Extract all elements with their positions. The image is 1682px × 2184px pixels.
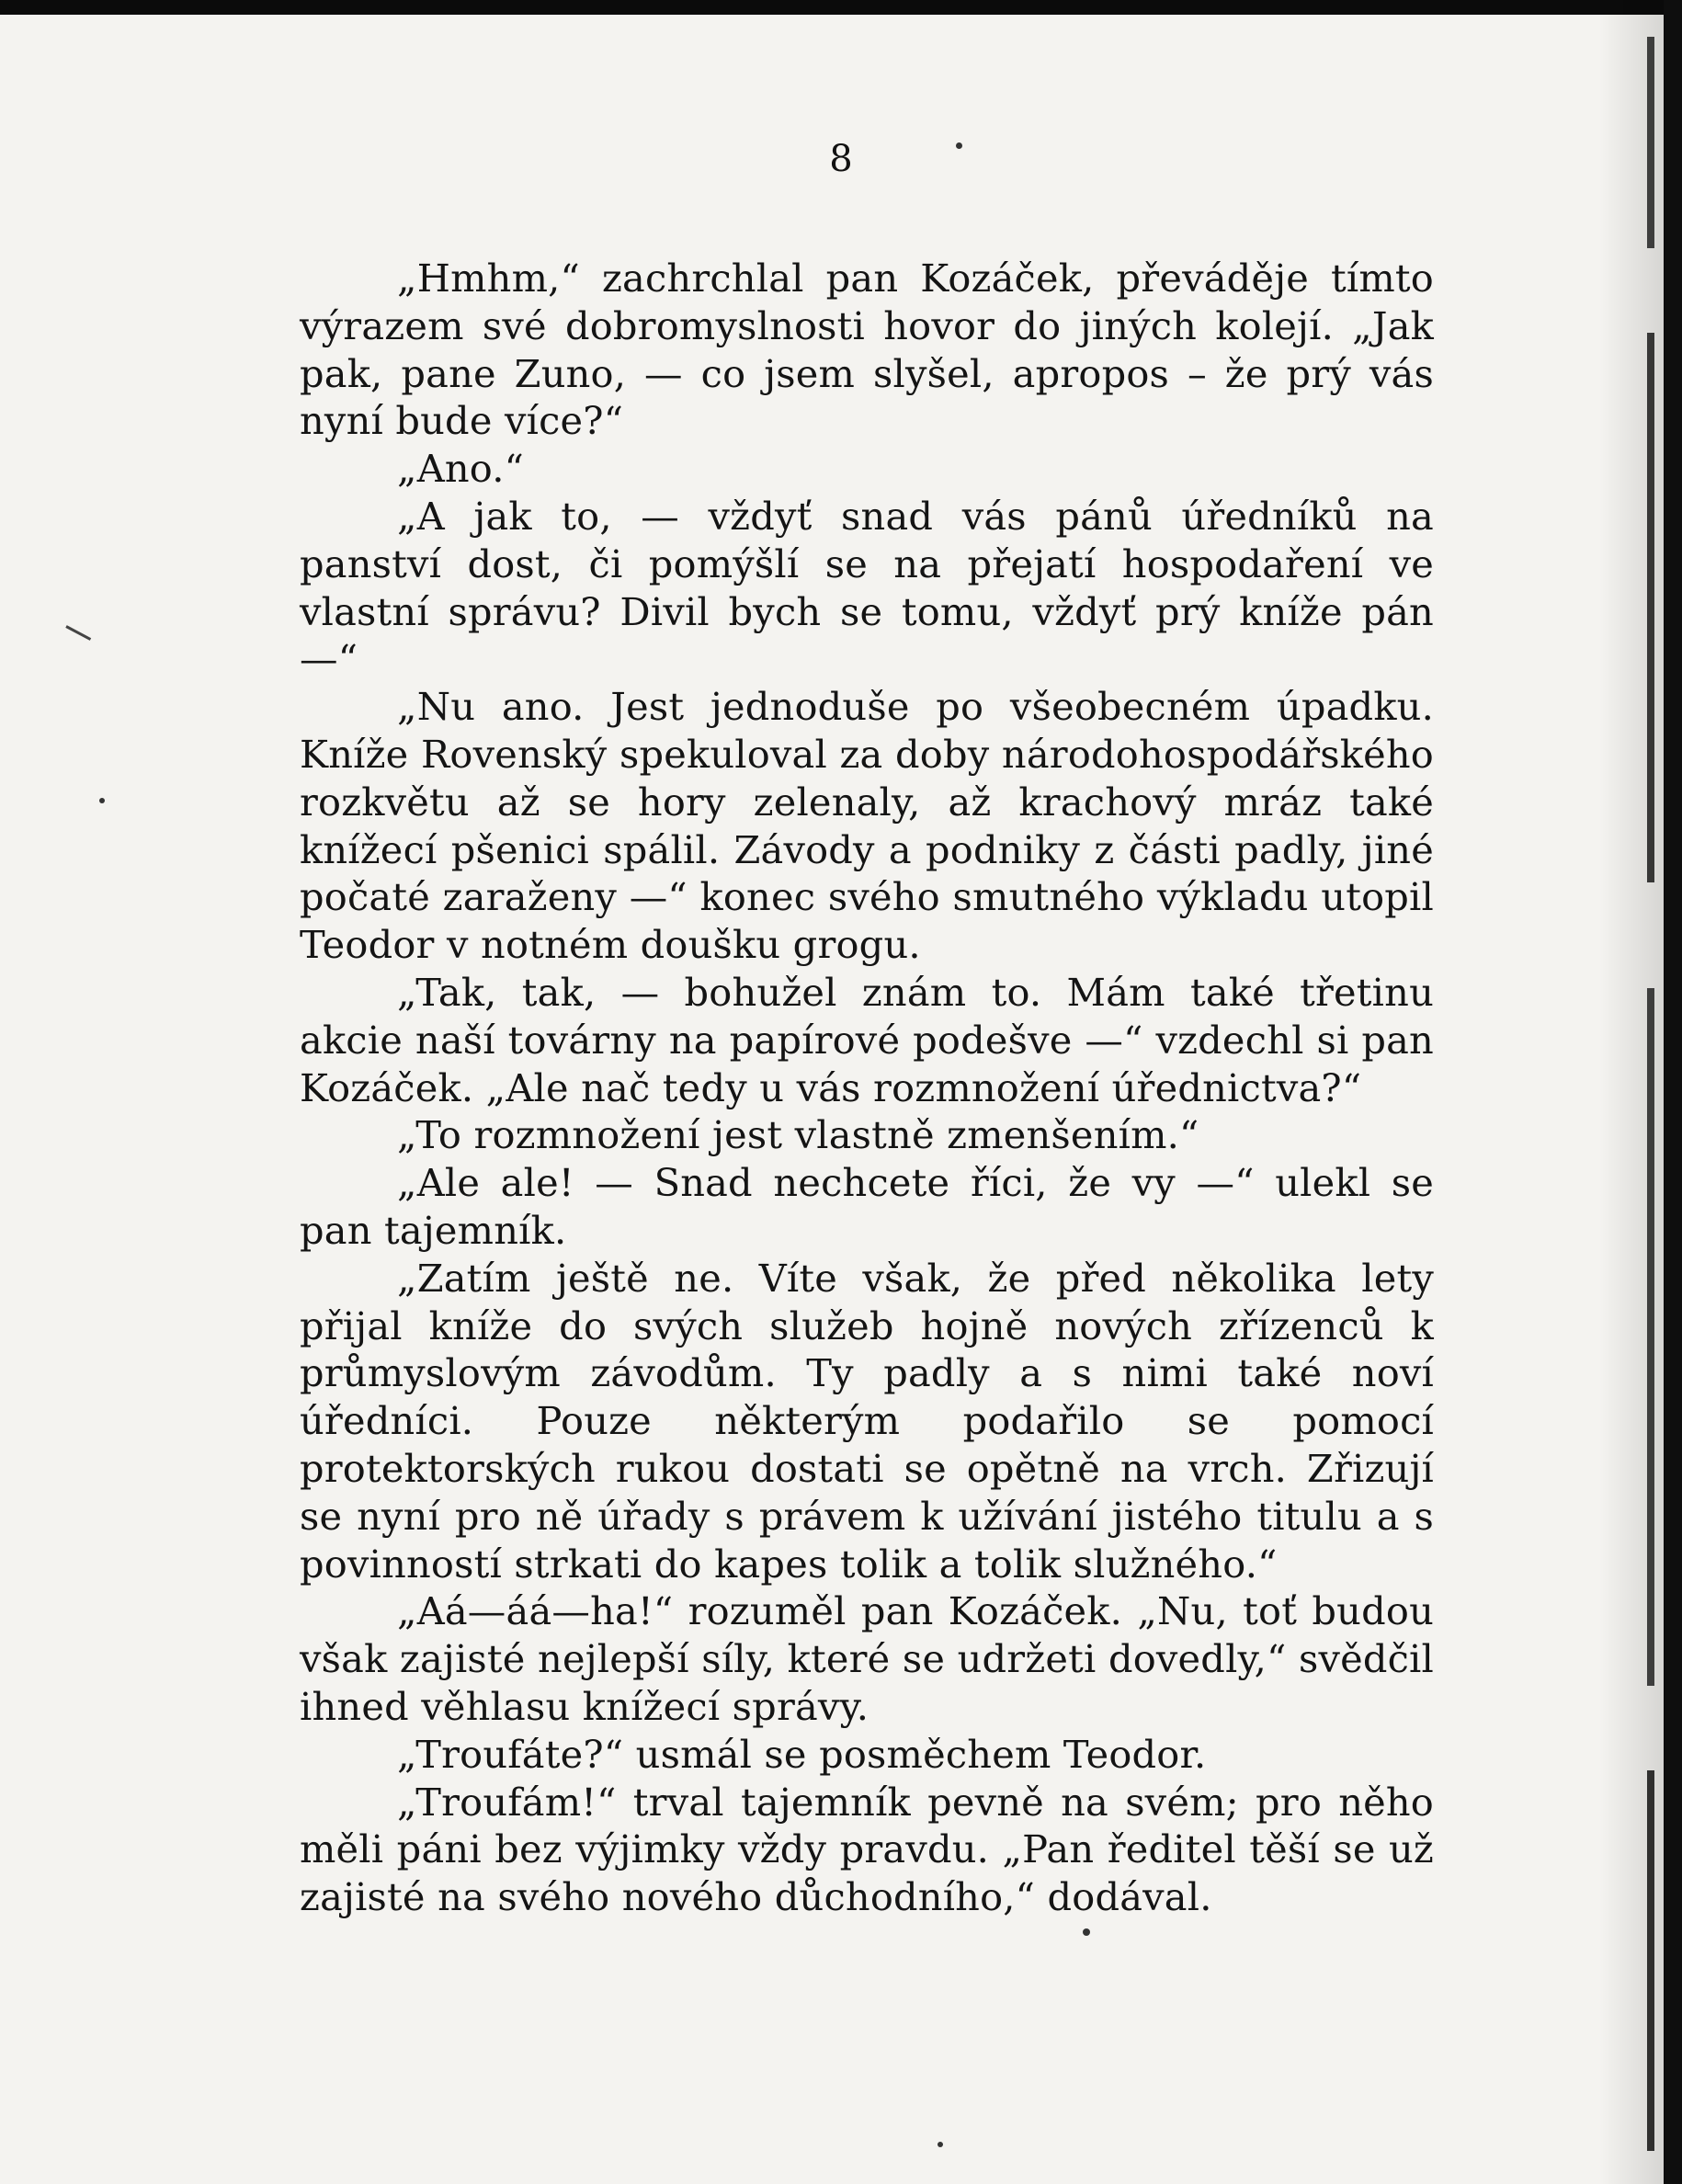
paragraph: „Zatím ještě ne. Víte však, že před několika lety přijal kníže do svých služeb hojně nových zřízenců k průmyslovým závodům. Ty padly a s nimi také noví úředníci. Pouze některým podařilo se pomocí protektorských rukou dostati se opětně na vrch. Zřizují se nyní pro ně úřady s právem k užívání jistého titulu a s povinností strkati do kapes tolik a tolik služného.“ xyxy=(300,1255,1434,1587)
page-number: 8 xyxy=(829,138,853,180)
paragraph: „A jak to, — vždyť snad vás pánů úředníků na panství dost, či pomýšlí se na přejatí hospodaření ve vlastní správu? Divil bych se tomu, vždyť prý kníže pán —“ xyxy=(300,493,1434,682)
scan-right-border xyxy=(1664,0,1682,2184)
paragraph: „Nu ano. Jest jednoduše po všeobecném úpadku. Kníže Rovenský spekuloval za doby národohospodářského rozkvětu až se hory zelenaly, až krachový mráz také knížecí pšenici spálil. Závody a podniky z části padly, jiné počaté zaraženy —“ konec svého smutného výkladu utopil Teodor v notném doušku grogu. xyxy=(300,684,1434,968)
dust-speck xyxy=(938,2142,943,2147)
paragraph: „Aá—áá—ha!“ rozuměl pan Kozáček. „Nu, toť budou však zajisté nejlepší síly, které se udržeti dovedly,“ svědčil ihned věhlasu knížecí správy. xyxy=(300,1588,1434,1729)
body-text xyxy=(300,255,1434,1921)
scan-top-border xyxy=(0,0,1682,15)
binding-edge xyxy=(1647,37,1654,2151)
paragraph: „Troufáte?“ usmál se posměchem Teodor. xyxy=(397,1731,1207,1777)
margin-mark xyxy=(65,625,91,641)
paragraph: „Troufám!“ trval tajemník pevně na svém; pro něho měli páni bez výjimky vždy pravdu. „Pan ředitel těší se už zajisté na svého nového důchodního,“ dodával. xyxy=(300,1779,1434,1920)
dust-speck xyxy=(99,798,105,803)
paragraph: „Tak, tak, — bohužel znám to. Mám také třetinu akcie naší továrny na papírové podešve —“ vzdechl si pan Kozáček. „Ale nač tedy u vás rozmnožení úřednictva?“ xyxy=(300,969,1434,1110)
paragraph: „To rozmnožení jest vlastně zmenšením.“ xyxy=(397,1112,1199,1158)
paragraph: „Ano.“ xyxy=(397,446,525,492)
paragraph: „Ale ale! — Snad nechcete říci, že vy —“ ulekl se pan tajemník. xyxy=(300,1160,1434,1253)
dust-speck xyxy=(1083,1928,1090,1936)
paragraph: „Hmhm,“ zachrchlal pan Kozáček, převáděje tímto výrazem své dobromyslnosti hovor do jiných kolejí. „Jak pak, pane Zuno, — co jsem slyšel, apropos – že prý vás nyní bude více?“ xyxy=(300,256,1434,444)
